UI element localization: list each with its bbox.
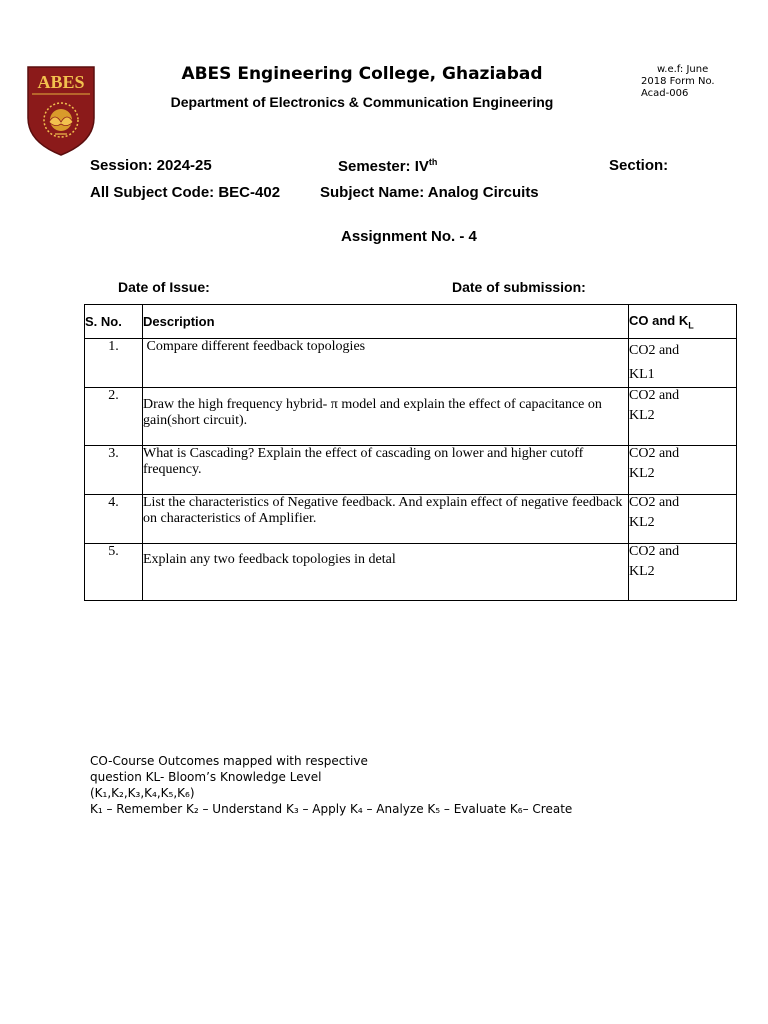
- legend-line-1: CO-Course Outcomes mapped with respective: [90, 754, 368, 768]
- header-description: Description: [143, 305, 629, 339]
- row-kl: KL2: [629, 408, 655, 423]
- row-description: What is Cascading? Explain the effect of cascading on lower and higher cutoff frequency.: [143, 446, 629, 495]
- header-co-kl-sub: L: [688, 320, 694, 331]
- table-row: [85, 446, 737, 495]
- header-co-kl: [629, 305, 737, 339]
- form-number: 2018 Form No.: [641, 76, 715, 87]
- subject-code: All Subject Code: BEC-402: [90, 184, 281, 201]
- semester-label: Semester: IV: [338, 158, 429, 175]
- row-co: CO2 and: [629, 343, 680, 358]
- legend-levels-text: K₁ – Remember K₂ – Understand K₃ – Apply K₄ – Analyze K₅ – Evaluate K₆– Create: [90, 802, 573, 816]
- assignment-table: [84, 304, 737, 601]
- department-name: Department of Electronics & Communication Engineering: [170, 94, 554, 110]
- header-sno: S. No.: [85, 305, 143, 339]
- legend-line-2: question KL- Bloom’s Knowledge Level: [90, 770, 322, 784]
- table-row: [85, 495, 737, 544]
- row-co: CO2 and: [629, 495, 680, 510]
- college-name: ABES Engineering College, Ghaziabad: [181, 64, 543, 84]
- semester: [338, 157, 437, 175]
- row-co: CO2 and: [629, 388, 680, 403]
- section: Section:: [609, 157, 669, 174]
- semester-sup: th: [428, 157, 438, 167]
- row-co-kl: [629, 544, 737, 601]
- session: Session: 2024-25: [90, 157, 212, 174]
- row-kl: KL2: [629, 515, 655, 530]
- logo-text: ABES: [37, 72, 85, 92]
- row-sno: 1.: [85, 339, 143, 388]
- table-row: [85, 388, 737, 446]
- row-co-kl: [629, 495, 737, 544]
- table-header-row: [85, 305, 737, 339]
- legend-levels-list: (K₁,K₂,K₃,K₄,K₅,K₆): [90, 786, 195, 800]
- date-of-submission: Date of submission:: [452, 279, 586, 295]
- form-info: [641, 64, 741, 100]
- row-description: Explain any two feedback topologies in detal: [143, 544, 629, 601]
- row-co-kl: [629, 388, 737, 446]
- acad-code: Acad-006: [641, 88, 689, 99]
- row-description: List the characteristics of Negative feedback. And explain effect of negative feedback on characteristics of Amplifier.: [143, 495, 629, 544]
- row-co: CO2 and: [629, 446, 680, 461]
- subject-name: Subject Name: Analog Circuits: [320, 184, 539, 201]
- date-of-issue: Date of Issue:: [118, 279, 210, 295]
- legend: [90, 753, 650, 817]
- row-sno: 3.: [85, 446, 143, 495]
- row-sno: 2.: [85, 388, 143, 446]
- row-kl: KL2: [629, 466, 655, 481]
- table-row: [85, 544, 737, 601]
- wef-date: w.e.f: June: [657, 64, 709, 75]
- row-co-kl: [629, 339, 737, 388]
- row-sno: 5.: [85, 544, 143, 601]
- row-co: CO2 and: [629, 544, 680, 559]
- row-kl: KL2: [629, 564, 655, 579]
- row-sno: 4.: [85, 495, 143, 544]
- assignment-title: Assignment No. - 4: [341, 228, 477, 245]
- table-row: [85, 339, 737, 388]
- header-co-kl-label: CO and K: [629, 312, 689, 328]
- row-description: Compare different feedback topologies: [143, 339, 629, 388]
- row-kl: KL1: [629, 367, 655, 382]
- row-description: Draw the high frequency hybrid- π model and explain the effect of capacitance on gain(short circuit).: [143, 388, 629, 446]
- college-logo: [27, 66, 95, 156]
- row-co-kl: [629, 446, 737, 495]
